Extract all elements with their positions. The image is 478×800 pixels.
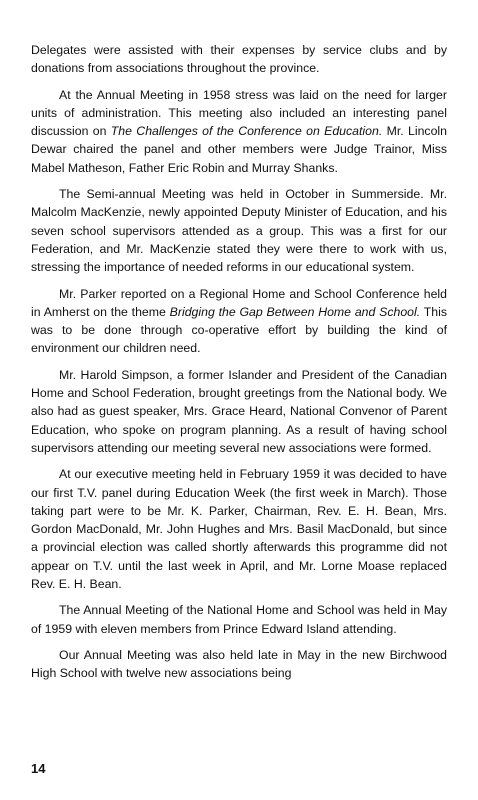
- page-number: 14: [31, 761, 46, 776]
- paragraph-text: The Semi-annual Meeting was held in October in Summerside. Mr. Malcolm MacKenzie, newly appointed Deputy Minister of Education, and his seven school supervisors attended as a group. This was a first for our Federation, and Mr. MacKenzie stated they were there to work with us, stressing the importance of needed reforms in our educational system.: [31, 187, 447, 275]
- italic-title-text: Bridging the Gap Between Home and School.: [169, 304, 421, 319]
- paragraph-p4: [31, 285, 447, 358]
- paragraph-text: At our executive meeting held in February 1959 it was decided to have our first T.V. panel during Education Week (the first week in March). Those taking part were to be Mr. K. Parker, Chairman, Rev. E. H. Bean, Mrs. Gordon MacDonald, Mr. John Hughes and Mrs. Basil MacDonald, but since a provincial election was called shortly afterwards this programme did not appear on T.V. until the last week in April, and Mr. Lorne Moase replaced Rev. E. H. Bean.: [31, 467, 447, 592]
- paragraph-p8: [31, 646, 447, 683]
- paragraph-p2: [31, 86, 447, 177]
- paragraph-p5: [31, 366, 447, 457]
- paragraph-text: Mr. Lincoln Dewar chaired the panel and other members were Judge Trainor, Miss Mabel Matheson, Father Eric Robin and Murray Shanks.: [31, 124, 447, 175]
- paragraph-text: This was to be done through co-operative effort by building the kind of environment our children need.: [31, 304, 447, 356]
- paragraph-p1: [31, 41, 447, 78]
- paragraph-text: Mr. Harold Simpson, a former Islander and President of the Canadian Home and School Federation, brought greetings from the National body. We also had as guest speaker, Mrs. Grace Heard, National Convenor of Parent Education, who spoke on program planning. As a result of having school supervisors attending our meeting several new associations were formed.: [31, 367, 447, 455]
- paragraph-text: Our Annual Meeting was also held late in May in the new Birchwood High School with twelve new associations being: [31, 647, 447, 681]
- paragraph-text: Mr. Parker reported on a Regional Home and School Conference held in Amherst on the theme: [31, 286, 447, 319]
- paragraph-p7: [31, 601, 447, 638]
- italic-title-text: The Challenges of the Conference on Education.: [110, 124, 383, 139]
- paragraph-text: Delegates were assisted with their expenses by service clubs and by donations from associations throughout the province.: [31, 43, 447, 76]
- page-body: [31, 41, 447, 691]
- paragraph-text: At the Annual Meeting in 1958 stress was laid on the need for larger units of administration. This meeting also included an interesting panel discussion on: [31, 87, 447, 139]
- paragraph-text: The Annual Meeting of the National Home and School was held in May of 1959 with eleven members from Prince Edward Island attending.: [31, 603, 447, 636]
- paragraph-p3: [31, 185, 447, 276]
- paragraph-p6: [31, 465, 447, 593]
